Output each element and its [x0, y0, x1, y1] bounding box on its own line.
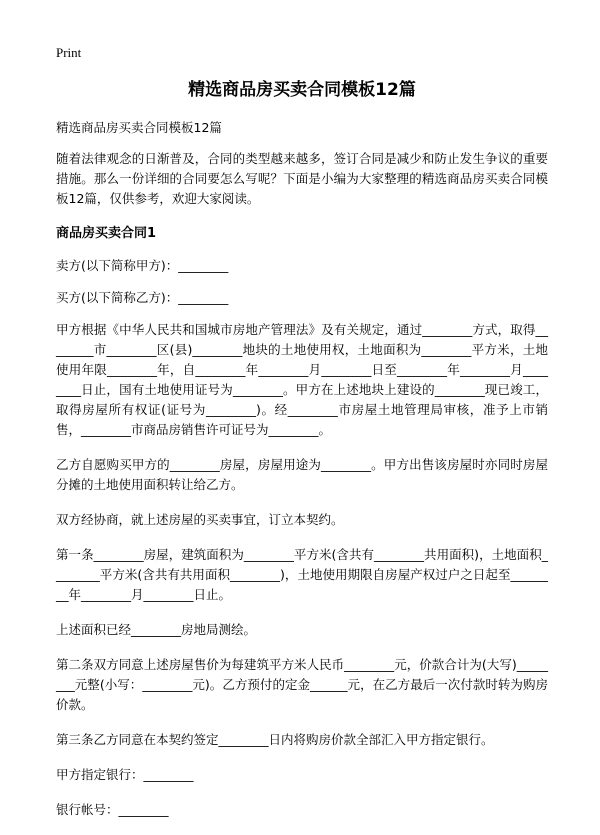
account-line: 银行帐号：________	[56, 802, 169, 817]
print-link[interactable]: Print	[56, 45, 82, 60]
land-clause-paragraph: 甲方根据《中华人民共和国城市房地产管理法》及有关规定，通过________方式，取得________市________区(县)________地块的土地使用权，土地面积为________平方米，土地使用年限________年，自________年________月________日至________年________月________日止，国有土地使用证号为________。甲方在上述地块上建设的________现已竣工，取得房屋所有权证(证号为________)。经________市房屋土地管理局审核，准予上市销售，________市商品房销售许可证号为________。	[56, 322, 548, 437]
purchase-paragraph: 乙方自愿购买甲方的________房屋，房屋用途为________。甲方出售该房屋时亦同时房屋分摊的土地使用面积转让给乙方。	[56, 457, 548, 492]
buyer-line: 买方(以下简称乙方)：________	[56, 290, 229, 305]
survey-paragraph: 上述面积已经________房地局测绘。	[56, 622, 257, 637]
document	[56, 78, 548, 835]
article-1-paragraph: 第一条________房屋，建筑面积为________平方米(含共有________共用面积)，土地面积________平方米(含共有共用面积________)，土地使用期限自房屋产权过户之日起至________年________月________日止。	[56, 547, 548, 602]
article-3-paragraph: 第三条乙方同意在本契约签定________日内将购房价款全部汇入甲方指定银行。	[56, 732, 494, 747]
article-2-paragraph: 第二条双方同意上述房屋售价为每建筑平方米人民币________元，价款合计为(大写)________元整(小写：________元)。乙方预付的定金______元，在乙方最后一次付款时转为购房价款。	[56, 657, 548, 712]
document-subtitle: 精选商品房买卖合同模板12篇	[56, 120, 222, 135]
page-title: 精选商品房买卖合同模板12篇	[188, 80, 416, 100]
seller-line: 卖方(以下简称甲方)：________	[56, 258, 229, 273]
intro-paragraph: 随着法律观念的日渐普及，合同的类型越来越多，签订合同是减少和防止发生争议的重要措施。那么一份详细的合同要怎么写呢？下面是小编为大家整理的精选商品房买卖合同模板12篇，仅供参考，欢迎大家阅读。	[56, 151, 548, 206]
agreement-paragraph: 双方经协商，就上述房屋的买卖事宜，订立本契约。	[56, 512, 344, 527]
section-heading: 商品房买卖合同1	[56, 226, 157, 241]
bank-line: 甲方指定银行：________	[56, 767, 194, 782]
